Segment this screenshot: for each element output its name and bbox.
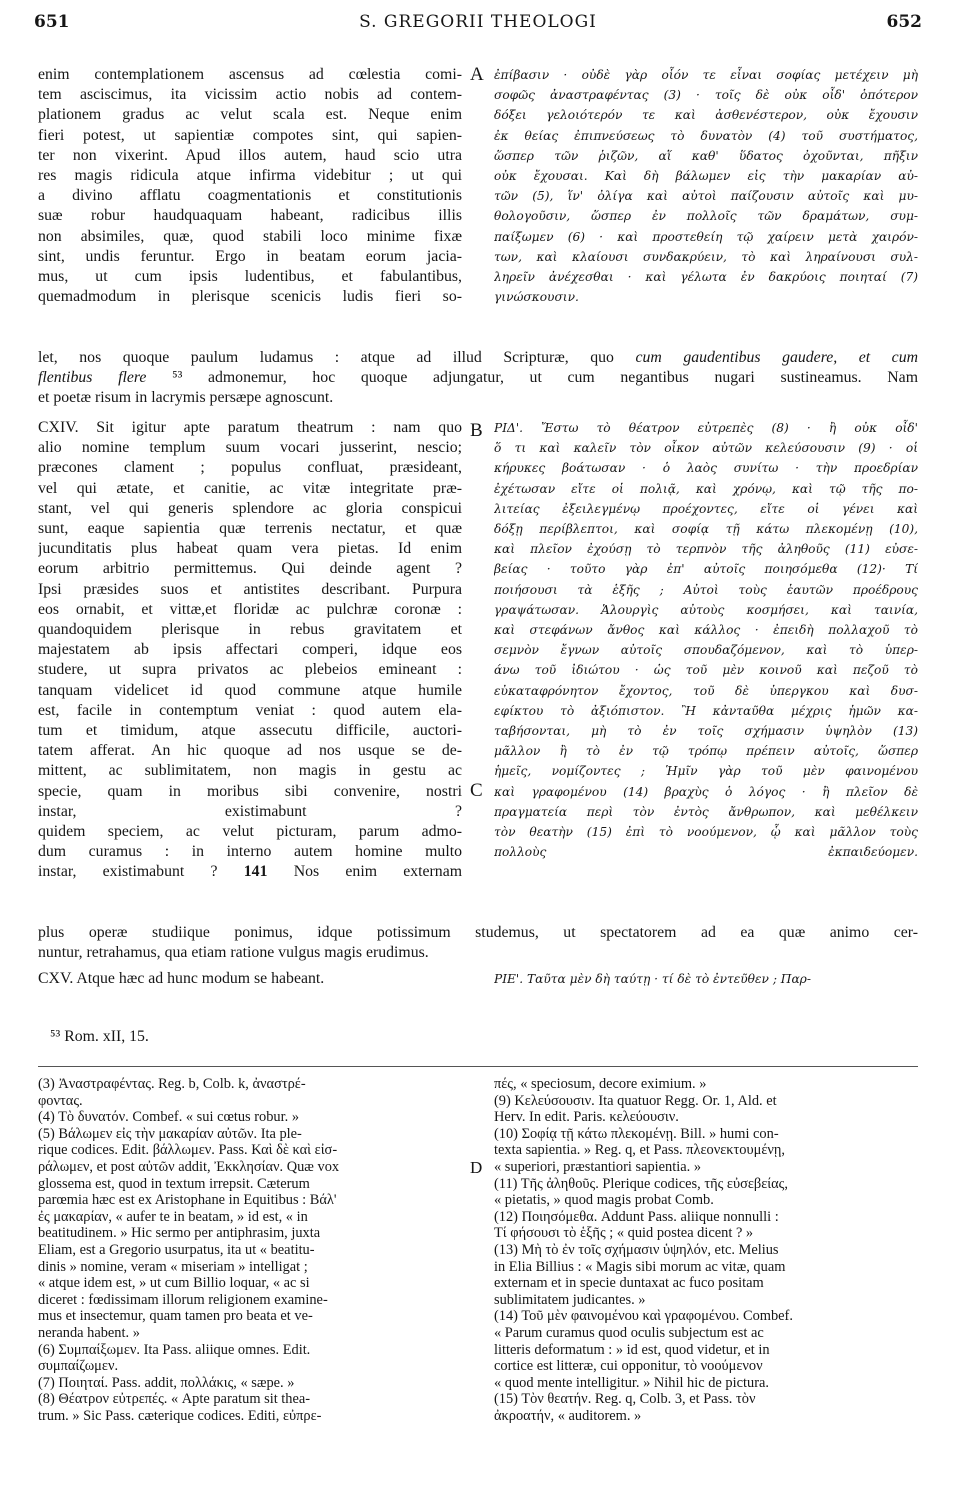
latin-line: instar, existimabunt ? <box>38 802 462 820</box>
apparatus-line: (9) Κελεύσουσιν. Ita quatuor Regg. Or. 1, Ald. et <box>494 1092 777 1109</box>
greek-line: πραγματεία περὶ τὸν ἐντὸς ἄνθρωπον, καὶ μεθέλκειν <box>494 804 918 819</box>
apparatus-line: (6) Συμπαίξωμεν. Ita Pass. aliique omnes. Edit. <box>38 1341 311 1358</box>
apparatus-line: Τί φήσουσι τὸ ἑξῆς ; « quid postea dicent ? » <box>494 1225 754 1242</box>
greek-line: ἐπίβασιν · οὐδὲ γὰρ οἷόν τε εἶναι σοφίας μετέχειν μὴ <box>494 68 918 82</box>
latin-line: mittent, ac sublimitatem, non magis in gestu ac <box>38 762 462 780</box>
latin-line: mus, ut cum ipsis ludentibus, et fabulantibus, <box>38 268 462 286</box>
greek-line: τῶν (5), ἵν' ὀλίγα καὶ αὐτοὶ παίζουσιν αὐτοῖς καὶ μυ- <box>494 189 918 204</box>
latin-line: Ipsi præsides suos et antistites describant. Purpura <box>38 580 462 598</box>
apparatus-line: parœmia hæc est ex Aristophane in Equitibus : Βάλ' <box>38 1192 337 1209</box>
latin-line: quemadmodum in plerisque scenicis ludis fieri so- <box>38 288 462 306</box>
greek-line: δόξῃ περίβλεπτοι, καὶ σοφίᾳ τῇ κάτω πλεκομένῃ (10), <box>494 522 918 537</box>
apparatus-line: Herv. In edit. Paris. κελεύουσιν. <box>494 1109 679 1126</box>
latin-line: non absimiles, quæ, quod stabili loco minime fixæ <box>38 227 462 245</box>
latin-line: præcones clament ; populus confluat, præsideant, <box>38 459 462 477</box>
page-number-left: 651 <box>34 12 70 32</box>
apparatus-line: mus et insectemur, quam tamen pro beata et ve- <box>38 1308 313 1325</box>
latin-column-3 <box>38 969 462 989</box>
greek-line: δόξει γελοιότερόν τε καὶ ἀσθενέστερον, οὐκ ἔχουσιν <box>494 108 918 123</box>
apparatus-line: litteris deformatum : » id est, quod videtur, et in <box>494 1341 770 1358</box>
apparatus-left <box>38 1076 456 1424</box>
latin-fullwidth-1 <box>38 348 918 409</box>
apparatus-line: texta sapientia. » Reg. q, et Pass. πλεονεκτουμένῃ, <box>494 1142 786 1159</box>
greek-line: πολλοὺς ἐκπαιδεύομεν. <box>494 845 918 860</box>
latin-line: studere, ut supra privatos ac plebeios emineant : <box>38 661 462 679</box>
apparatus-line: rique codices. Edit. βάλλωμεν. Pass. Καὶ δὲ καὶ εἰσ- <box>38 1142 338 1159</box>
latin-line: sint, undis feruntur. Ergo in beatam eorum jacia- <box>38 247 462 265</box>
greek-line: ποιήσουσι τὰ ἑξῆς ; Αὐτοὶ τοὺς ἑαυτῶν προέδρους <box>494 582 918 597</box>
apparatus-line: Eliam, est a Gregorio usurpatus, ita ut « beatitu- <box>38 1241 315 1258</box>
apparatus-line: (11) Τῆς ἀληθοῦς. Plerique codices, τῆς εὐσεβείας, <box>494 1175 788 1192</box>
greek-line: γραψάτωσαν. Ἁλουργὶς αὐτοὺς κοσμήσει, καὶ ταινία, <box>494 602 918 617</box>
latin-line: jucunditatis plus habeat quam vera pietas. Id enim <box>38 540 462 558</box>
latin-line: tanquam videlicet id quod commune atque humile <box>38 681 462 699</box>
greek-line: σεμνὸν ἔγνων αὐτοῖς σπουδαζόμενον, καὶ τὸ ὑπερ- <box>494 643 918 658</box>
apparatus-line: (10) Σοφίᾳ τῇ κάτω πλεκομένῃ. Bill. » humi con- <box>494 1125 779 1142</box>
latin-line: CXIV. Sit igitur apte paratum theatrum : nam quo <box>38 419 462 436</box>
greek-line: καὶ γραφομένου (14) βραχὺς ὁ λόγος · ἢ πλεῖον δὲ <box>494 784 918 799</box>
apparatus-line: « quod mente intelligitur. » Nihil hic de pictura. <box>494 1374 769 1391</box>
apparatus-line: ἐς μακαρίαν, « aufer te in beatam, » id est, « in <box>38 1208 308 1225</box>
latin-fullwidth-2 <box>38 923 918 963</box>
latin-line: res magis ridicula atque infirma videbitur ; ut qui <box>38 167 462 185</box>
apparatus-line: (14) Τοῦ μὲν φαινομένου καὶ γραφομένου. Combef. <box>494 1308 793 1325</box>
footnote-separator <box>38 1066 918 1067</box>
latin-line: vel qui ætate, et canitie, ac vitæ integritate præ- <box>38 479 462 497</box>
greek-line: βείας · τοῦτο γὰρ ἐπ' αὐτοῖς ποιησόμεθα (12)· Τί <box>494 562 918 577</box>
greek-line: λιτείας ἐξειλεγμένῳ προέχοντες, εἴτε οἱ γένει καὶ <box>494 501 918 516</box>
apparatus-line: (4) Τὸ δυνατόν. Combef. « sui cœtus robur. » <box>38 1109 300 1126</box>
latin-line: dum curamus : in interno autem homine multo <box>38 843 462 861</box>
greek-line: μᾶλλον ἢ τὸ ἐν τῷ τρόπῳ πρέπειν αὐτοῖς, ὥσπερ <box>494 744 918 759</box>
latin-line: eorum arbitrio permittemus. Qui deinde agent ? <box>38 560 462 578</box>
greek-line: καὶ στεφάνων ἄνθος καὶ κάλλος · ἐπειδὴ πολλαχοῦ τὸ <box>494 623 918 638</box>
apparatus-line: πές, « speciosum, decore eximium. » <box>494 1076 707 1092</box>
apparatus-line: trum. » Sic Pass. cæterique codices. Editi, εὐπρε- <box>38 1407 322 1424</box>
margin-marker-b: B <box>470 420 483 441</box>
latin-line: sunt, eaque sapientia quæ terrenis nectatur, et quæ <box>38 520 462 538</box>
apparatus-line: ράλωμεν, et post αὐτῶν addit, Ἐκκλησίαν. Quæ vox <box>38 1158 340 1175</box>
apparatus-line: glossema est, quod in textum irrepsit. Cæterum <box>38 1175 310 1192</box>
greek-column-1 <box>494 65 918 307</box>
greek-line: παίξωμεν (6) · καὶ προστεθείη τῷ χαίρειν μετὰ χαιρόν- <box>494 229 918 244</box>
greek-line: θολογοῦσιν, ὥσπερ ἐν πολλοῖς τῶν δραμάτων, συμ- <box>494 209 918 224</box>
latin-line: tatem afferat. An hic quoque ad nos usque se de- <box>38 742 462 760</box>
greek-line: ἐχέτωσαν εἴτε οἱ πολιᾷ, καὶ χρόνῳ, καὶ τῷ τῆς πο- <box>494 481 918 496</box>
greek-line: ΡΙΔ'. Ἔστω τὸ θέατρον εὐτρεπὲς (8) · ἢ οὐκ οἶδ' <box>494 421 918 435</box>
latin-line: et poetæ risum in lacrymis persæpe agnoscunt. <box>38 389 334 407</box>
apparatus-line: « superiori, præstantiori sapientia. » <box>494 1158 702 1175</box>
latin-line: alio nomine templum suum vocari jusserint, nescio; <box>38 439 462 457</box>
apparatus-line: ἀκροατήν, « auditorem. » <box>494 1407 642 1424</box>
greek-line: τὸν θεατὴν (15) ἐπὶ τὸ νοούμενον, ᾧ καὶ μᾶλλον τοὺς <box>494 825 918 840</box>
apparatus-line: externam et in specie duntaxat ac fuco positam <box>494 1275 764 1292</box>
apparatus-line: « pietatis, » quod magis probat Comb. <box>494 1192 714 1209</box>
margin-marker-c: C <box>470 780 483 801</box>
latin-line: quandoquidem plerisque in rebus gravitatem et <box>38 621 462 639</box>
greek-line: ληρεῖν ἀνέχεσθαι · καὶ γέλωτα ἐν δακρύοις ποιηταί (7) <box>494 270 918 285</box>
greek-line: των, καὶ κλαίουσι συνδακρύειν, τὸ καὶ ληραίνουσι συλ- <box>494 249 918 264</box>
scripture-footnote <box>50 1027 450 1047</box>
latin-line: est, facile in contemptum veniat : quod autem ela- <box>38 701 462 719</box>
latin-line: nuntur, retrahamus, qua etiam ratione vulgus magis erudimus. <box>38 944 429 962</box>
latin-line: instar, existimabunt ? 141 Nos enim externam <box>38 863 462 881</box>
greek-line: εὐκαταφρόνητον ἔχοντος, τοῦ δὲ ὑπεργκου καὶ δυσ- <box>494 683 918 698</box>
greek-line: ὅ τι καὶ καλεῖν τὸν οἶκον αὐτῶν κελεύσουσιν (9) · οἱ <box>494 441 918 456</box>
apparatus-line: diceret : fœdissimam illorum religionem examine- <box>38 1291 328 1308</box>
apparatus-line: φοντας. <box>38 1092 83 1109</box>
greek-line: ὥσπερ τῶν ῥιζῶν, αἵ καθ' ὕδατος ὀχοῦνται, πῆξιν <box>494 148 918 163</box>
apparatus-line: beatitudinem. » Hic sermo per antiphrasim, juxta <box>38 1225 321 1242</box>
apparatus-line: (7) Ποιηταί. Pass. addit, πολλάκις, « sæpe. » <box>38 1374 295 1391</box>
latin-line: ter non vixerint. Apud illos autem, haud scio utra <box>38 146 462 164</box>
apparatus-line: (13) Μὴ τὸ ἐν τοῖς σχήμασιν ὑψηλόν, etc. Melius <box>494 1241 779 1258</box>
margin-marker-d: D <box>470 1158 483 1177</box>
latin-line: eos ornabit, et vittæ,et floridæ ac pulchræ coronæ : <box>38 600 462 618</box>
greek-line: εφίκτου τὸ ἀξιόπιστον. Ἢ κἀνταῦθα μέχρις ἡμῶν κα- <box>494 703 918 718</box>
greek-line: ταβήσονται, μὴ τὸ ἐν τοῖς σχήμασιν ὑψηλὸν (13) <box>494 724 918 739</box>
greek-line: ἐκ θείας ἐπιπνεύσεως τὸ δυνατὸν (4) τοῦ συστήματος, <box>494 128 918 143</box>
latin-line: a divino afflatu coagmentationis et constitutionis <box>38 187 462 205</box>
greek-column-2 <box>494 418 918 862</box>
apparatus-line: neranda habent. » <box>38 1324 140 1341</box>
latin-line: tum et timidum, atque assecutu difficile, auctori- <box>38 722 462 740</box>
latin-column-1 <box>38 65 462 307</box>
latin-line: tem asciscimus, ita vicissim actio nobis ad contem- <box>38 86 462 104</box>
latin-line: CXV. Atque hæc ad hunc modum se habeant. <box>38 970 325 987</box>
apparatus-line: (15) Τὸν θεατήν. Reg. q, Colb. 3, et Pass. τὸν <box>494 1391 756 1408</box>
greek-line: άνω τοῦ ἰδιώτου · ὡς τοῦ μὲν κοινοῦ καὶ πεζοῦ τὸ <box>494 663 918 678</box>
apparatus-line: sublimitatem judicantes. » <box>494 1291 646 1308</box>
latin-line: plus operæ studiique ponimus, idque potissimum studemus, ut spectatorem ad ea quæ animo cer- <box>38 924 918 941</box>
margin-marker-a: A <box>470 64 484 85</box>
apparatus-line: (8) Θέατρον εὐτρεπές. « Apte paratum sit thea- <box>38 1391 311 1408</box>
latin-line: plationem gradus ac velut scala est. Neque enim <box>38 106 462 124</box>
apparatus-line: « atque idem est, » ut cum Billio loquar, « ac si <box>38 1275 310 1292</box>
greek-column-3 <box>494 969 918 989</box>
greek-line: ἡμεῖς, νομίζοντες ; Ἡμῖν γὰρ τοῦ μὲν φαινομένου <box>494 764 918 779</box>
latin-line: flentibus flere ⁵³ admonemur, hoc quoque adjungatur, ut cum negantibus nugari sustineamus. Nam <box>38 369 918 387</box>
apparatus-line: « Parum curamus quod oculis subjectum est ac <box>494 1324 764 1341</box>
greek-line: ΡΙΕ'. Ταῦτα μὲν δὴ ταύτῃ · τί δὲ τὸ ἐντεῦθεν ; Παρ- <box>494 972 811 986</box>
apparatus-line: συμπαίζωμεν. <box>38 1358 119 1375</box>
apparatus-line: (5) Βάλωμεν εἰς τὴν μακαρίαν αὐτῶν. Ita ple- <box>38 1125 302 1142</box>
latin-line: quidem speciem, ac velut picturam, parum admo- <box>38 823 462 841</box>
apparatus-line: (3) Ἀναστραφέντας. Reg. b, Colb. k, ἀναστρέ- <box>38 1076 306 1092</box>
apparatus-line: dinis » nomine, veram « miseriam » intelligat ; <box>38 1258 308 1275</box>
apparatus-right <box>494 1076 918 1424</box>
latin-column-2 <box>38 418 462 883</box>
footnote-line: ⁵³ Rom. xII, 15. <box>50 1028 149 1045</box>
latin-line: fieri potest, ut sapientiæ compotes sint, qui sapien- <box>38 126 462 144</box>
latin-line: specie, quam in moribus sibi convenire, nostri <box>38 782 462 800</box>
apparatus-line: (12) Ποιησόμεθα. Addunt Pass. aliique nonnulli : <box>494 1208 779 1225</box>
running-header <box>34 12 922 42</box>
latin-line: enim contemplationem ascensus ad cœlestia comi- <box>38 66 462 83</box>
greek-line: γινώσκουσιν. <box>494 290 579 305</box>
running-title: S. GREGORII THEOLOGI <box>359 12 597 32</box>
latin-line: majestatem ab ipsis affectari comperi, idque eos <box>38 641 462 659</box>
latin-line: stant, vel qui generis splendore ac gloria conspicui <box>38 499 462 517</box>
latin-line: let, nos quoque paulum ludamus : atque ad illud Scripturæ, quo cum gaudentibus gaudere, et cum <box>38 349 918 366</box>
greek-line: κήρυκες βοάτωσαν · ὁ λαὸς συνίτω · τὴν προεδρίαν <box>494 461 918 476</box>
latin-line: suæ robur haudquaquam habeant, radicibus illis <box>38 207 462 225</box>
greek-line: οὐκ ἔχουσαι. Καὶ δὴ βάλωμεν εἰς τὴν μακαρίαν αὐ- <box>494 169 918 184</box>
column-number-right: 652 <box>886 12 922 32</box>
apparatus-line: in Elia Billius : « Magis sibi morum ac vitæ, quam <box>494 1258 786 1275</box>
greek-line: σοφῶς ἀναστραφέντας (3) · τοῖς δὲ οὐκ οἶδ' ὁπότερον <box>494 88 918 103</box>
apparatus-line: cortice est litteræ, cui opponitur, τὸ νοούμενον <box>494 1358 763 1375</box>
greek-line: καὶ πλεῖον ἐχούσῃ τὸ τερπνὸν τῆς ἀληθοῦς (11) εὐσε- <box>494 542 918 557</box>
